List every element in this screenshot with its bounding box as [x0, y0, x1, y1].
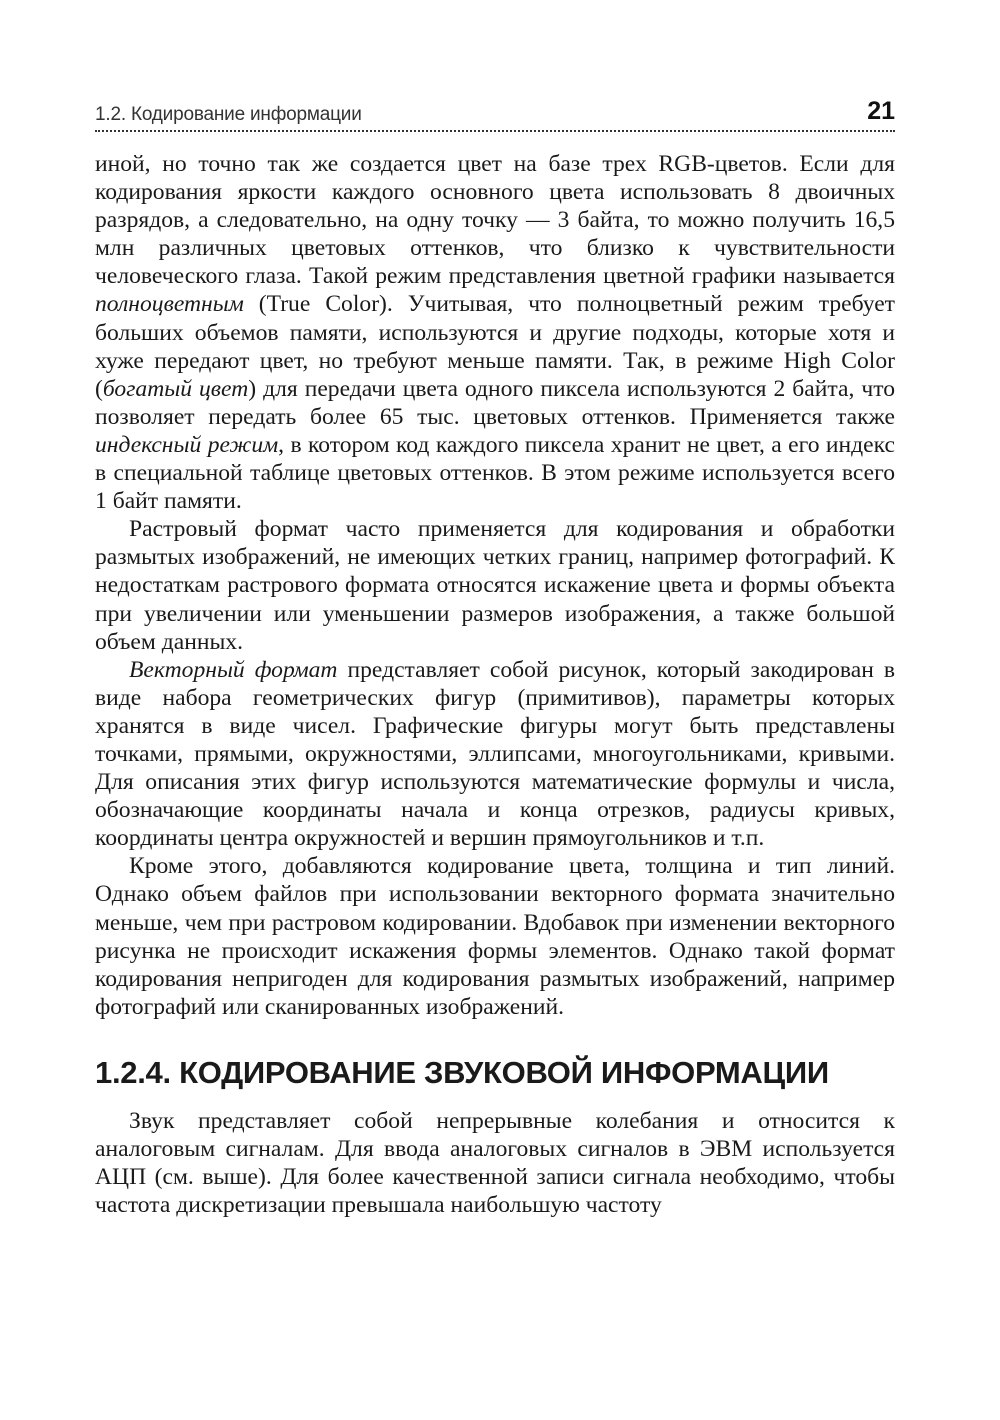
paragraph-vector-advantages: Кроме этого, добавляются кодирование цвета, толщина и тип линий. Однако объем файлов при использовании векторного формата значительно меньше, чем при растровом кодировании. Вдобавок при изменении векторного рисунка не происходит искажения формы элементов. Однако такой формат кодирования непригоден для кодирования размытых изображений, например фотографий или сканированных изображений.: [95, 853, 895, 1020]
italic-term-full-color: полноцветным: [95, 291, 244, 318]
italic-term-indexed-mode: индексный режим: [95, 431, 279, 458]
text-run: (True Color). Учитывая, что полноцветный режим требует больших объемов памяти, используются и другие подходы, которые хотя и хуже передают цвет, но требуют меньше памяти. Так, в режиме High Color (: [95, 291, 895, 402]
page-number: 21: [867, 97, 895, 125]
text-run: представляет собой рисунок, который закодирован в виде набора геометрических фигур (примитивов), параметры которых хранятся в виде чисел. Графические фигуры могут быть представлены точками, прямыми, окружностями, эллипсами, многоугольниками, кривыми. Для описания этих фигур используются математические формулы и числа, обозначающие координаты начала и конца отрезков, радиусы кривых, координаты центра окружностей и вершин прямоугольников и т.п.: [95, 656, 895, 852]
paragraph-vector-format: [95, 656, 895, 853]
paragraph-raster-format: Растровый формат часто применяется для кодирования и обработки размытых изображений, не имеющих четких границ, например фотографий. К недостаткам растрового формата относятся искажение цвета и формы объекта при увеличении или уменьшении размеров изображения, а также большой объем данных.: [95, 516, 895, 655]
text-run: иной, но точно так же создается цвет на базе трех RGB-цветов. Если для кодирования яркости каждого основного цвета использовать 8 двоичных разрядов, а следовательно, на одну точку — 3 байта, то можно получить 16,5 млн различных цветовых оттенков, что близко к чувствительности человеческого глаза. Такой режим представления цветной графики называется: [95, 151, 895, 290]
running-header-title: 1.2. Кодирование информации: [95, 104, 362, 125]
running-header: [95, 92, 895, 132]
text-run: ) для передачи цвета одного пиксела используются 2 байта, что позволяет передать более 65 тыс. цветовых оттенков. Применяется также: [95, 375, 895, 430]
body-text: [95, 150, 895, 1219]
italic-term-rich-color: богатый цвет: [102, 375, 249, 402]
section-heading: 1.2.4. КОДИРОВАНИЕ ЗВУКОВОЙ ИНФОРМАЦИИ: [95, 1054, 829, 1090]
paragraph-sound-intro: Звук представляет собой непрерывные колебания и относится к аналоговым сигналам. Для ввода аналоговых сигналов в ЭВМ используется АЦП (см. выше). Для более качественной записи сигнала необходимо, чтобы частота дискретизации превышала наибольшую частоту: [95, 1107, 895, 1219]
book-page: [95, 92, 895, 1219]
paragraph-color-modes: [95, 150, 895, 515]
italic-term-vector-format: Векторный формат: [129, 656, 338, 683]
text-run: , в котором код каждого пиксела хранит не цвет, а его индекс в специальной таблице цветовых оттенков. В этом режиме используется всего 1 байт памяти.: [95, 431, 895, 515]
